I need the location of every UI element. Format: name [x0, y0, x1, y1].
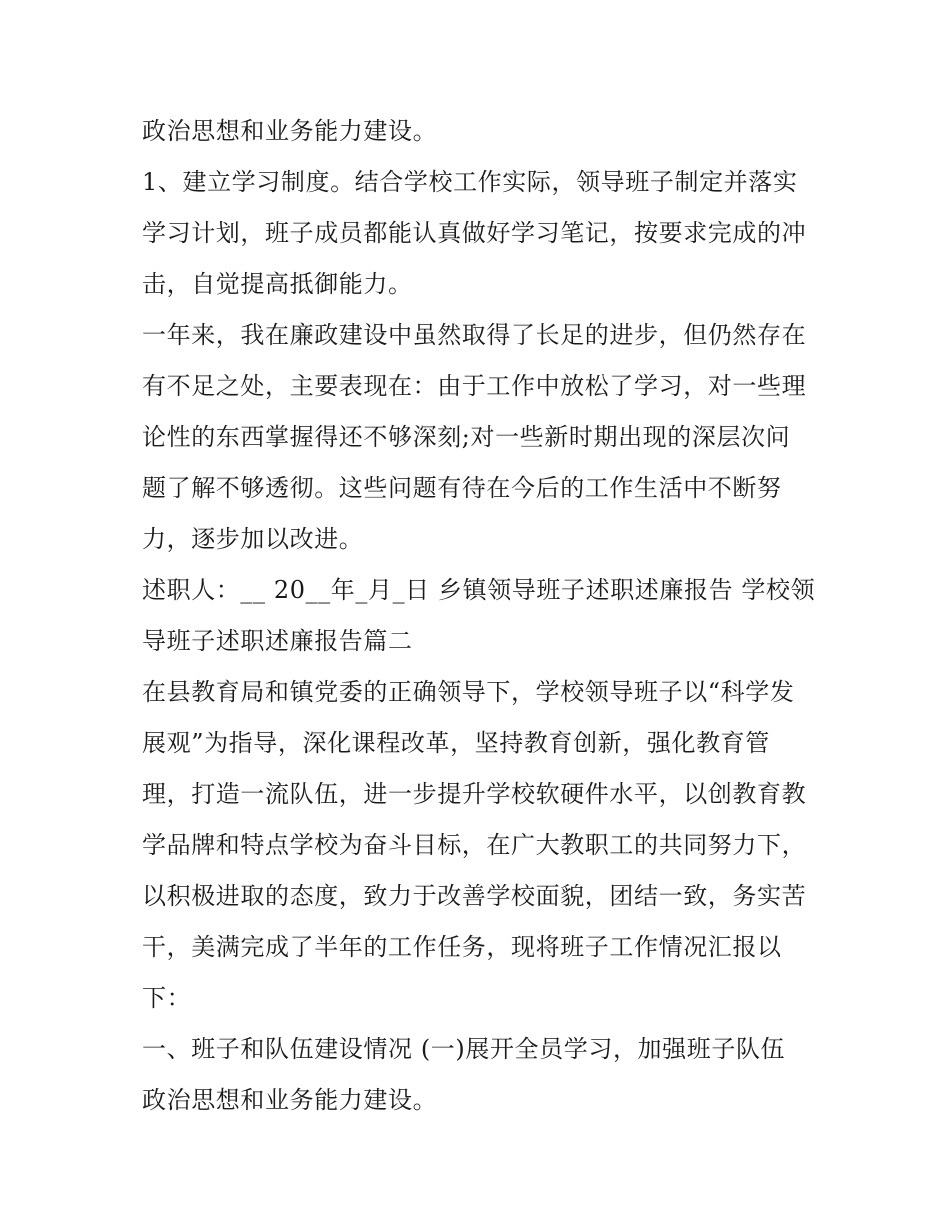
text-line: 力，逐步加以改进。 [142, 525, 364, 553]
text-line: 论性的东西掌握得还不够深刻;对一些新时期出现的深层次问 [142, 423, 791, 451]
document-body [142, 106, 822, 1126]
text-line: 述职人：__ 20__年_月_日 乡镇领导班子述职述廉报告 学校领 [142, 576, 816, 604]
text-line: 下： [142, 984, 192, 1012]
text-line: 政治思想和业务能力建设。 [142, 117, 438, 145]
text-line: 一年来，我在廉政建设中虽然取得了长足的进步，但仍然存在 [142, 321, 807, 349]
text-line: 击，自觉提高抵御能力。 [142, 270, 413, 298]
text-line: 理，打造一流队伍，进一步提升学校软硬件水平，以创教育教 [142, 780, 807, 808]
text-line: 一、班子和队伍建设情况 (一)展开全员学习，加强班子队伍 [142, 1035, 786, 1063]
text-line: 在县教育局和镇党委的正确领导下，学校领导班子以“科学发 [142, 678, 795, 706]
text-line: 导班子述职述廉报告篇二 [142, 627, 413, 655]
text-line: 展观”为指导，深化课程改革，坚持教育创新，强化教育管 [142, 729, 770, 757]
text-line: 学习计划，班子成员都能认真做好学习笔记，按要求完成的冲 [142, 219, 807, 247]
text-line: 以积极进取的态度，致力于改善学校面貌，团结一致，务实苦 [142, 882, 807, 910]
text-line: 政治思想和业务能力建设。 [142, 1086, 438, 1114]
text-line: 学品牌和特点学校为奋斗目标，在广大教职工的共同努力下， [142, 831, 807, 859]
text-line: 题了解不够透彻。这些问题有待在今后的工作生活中不断努 [142, 474, 782, 502]
text-line: 有不足之处，主要表现在：由于工作中放松了学习，对一些理 [142, 372, 807, 400]
text-line: 1、建立学习制度。结合学校工作实际，领导班子制定并落实 [142, 168, 798, 196]
text-line: 干，美满完成了半年的工作任务，现将班子工作情况汇报以 [142, 933, 782, 961]
